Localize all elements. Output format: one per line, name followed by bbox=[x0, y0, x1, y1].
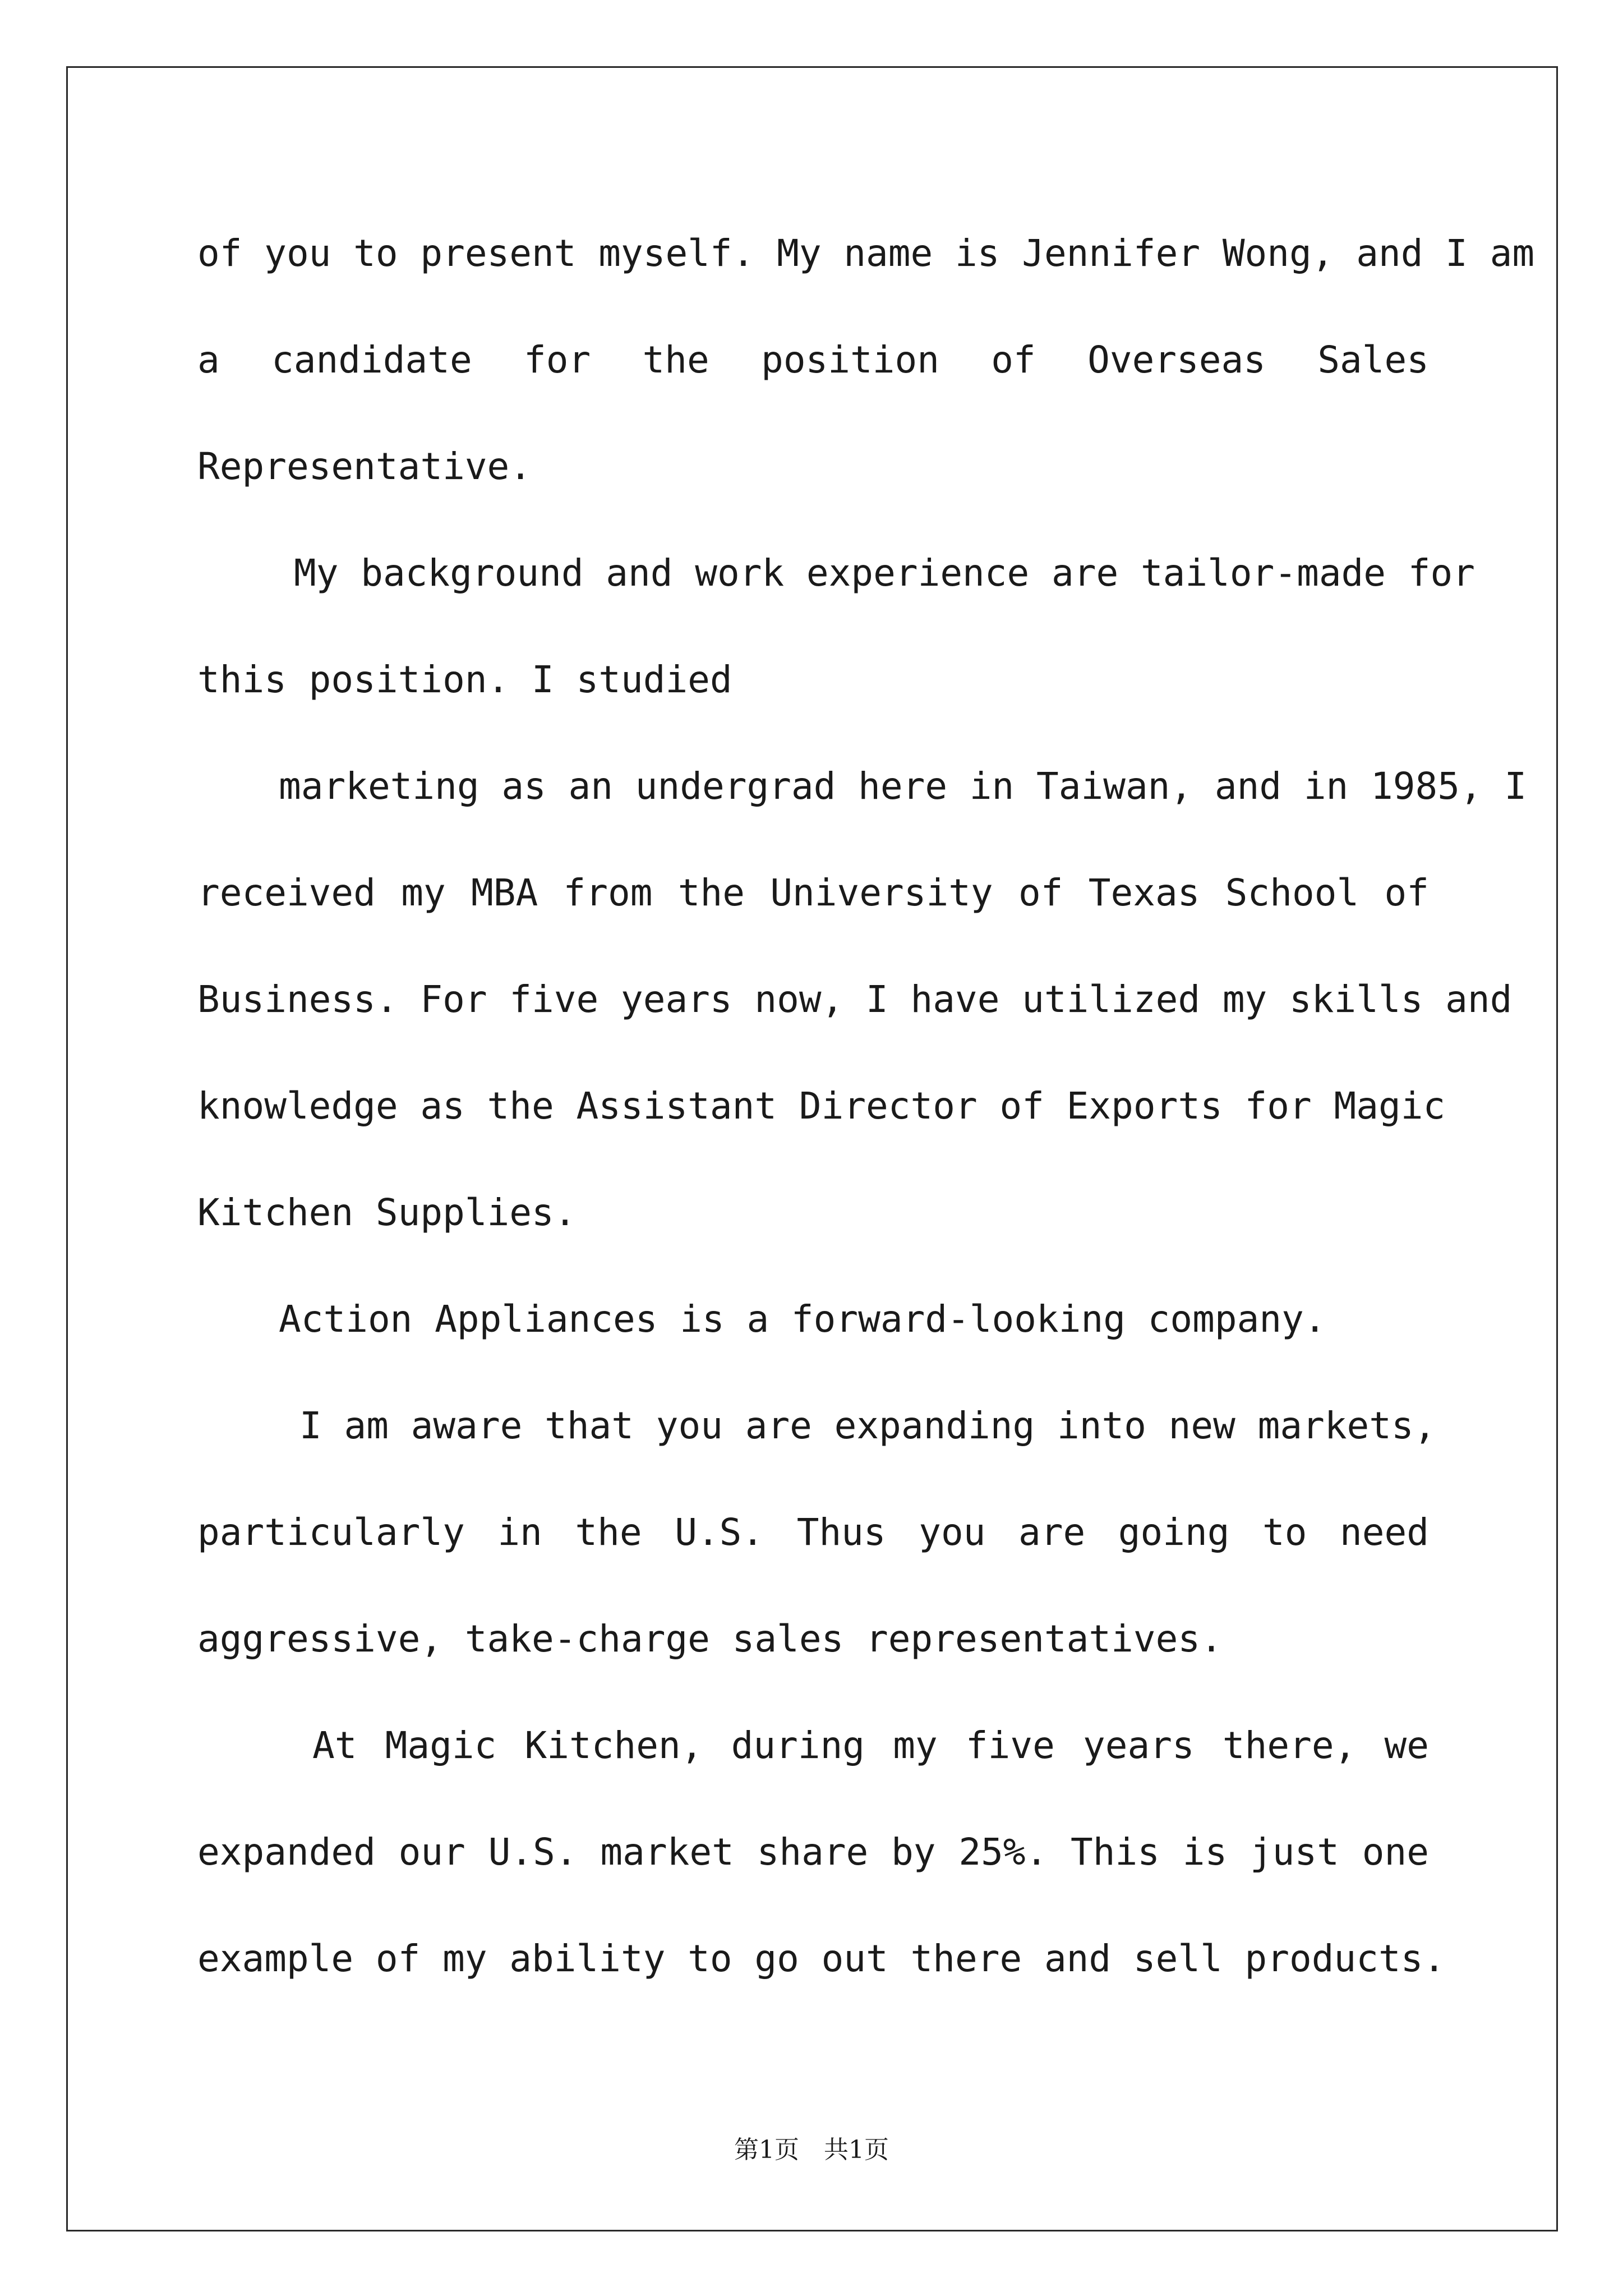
text-line: Business. For five years now, I have utilized my skills and bbox=[197, 978, 1513, 1021]
text-line: Action Appliances is a forward-looking company. bbox=[279, 1297, 1326, 1341]
text-line: received my MBA from the University of Texas School of bbox=[197, 871, 1429, 914]
text-line: example of my ability to go out there and sell products. bbox=[197, 1937, 1446, 1980]
text-line: this position. I studied bbox=[197, 658, 732, 701]
text-line: a candidate for the position of Overseas Sales bbox=[197, 338, 1429, 381]
text-line: of you to present myself. My name is Jennifer Wong, and I am bbox=[197, 232, 1535, 275]
page-border bbox=[66, 66, 1558, 2231]
text-line: expanded our U.S. market share by 25%. This is just one bbox=[197, 1830, 1429, 1874]
text-line: My background and work experience are tailor-made for bbox=[294, 551, 1475, 595]
text-line: At Magic Kitchen, during my five years there, we bbox=[312, 1724, 1429, 1767]
text-line: aggressive, take-charge sales representatives. bbox=[197, 1617, 1223, 1660]
text-line: marketing as an undergrad here in Taiwan, and in 1985, I bbox=[279, 765, 1527, 808]
page-footer: 第1页 共1页 bbox=[734, 2136, 889, 2164]
text-line: knowledge as the Assistant Director of Exports for Magic bbox=[197, 1084, 1446, 1128]
text-line: particularly in the U.S. Thus you are going to need bbox=[197, 1511, 1429, 1554]
text-line: I am aware that you are expanding into new markets, bbox=[299, 1404, 1436, 1447]
text-line: Representative. bbox=[197, 445, 532, 488]
text-line: Kitchen Supplies. bbox=[197, 1191, 577, 1234]
